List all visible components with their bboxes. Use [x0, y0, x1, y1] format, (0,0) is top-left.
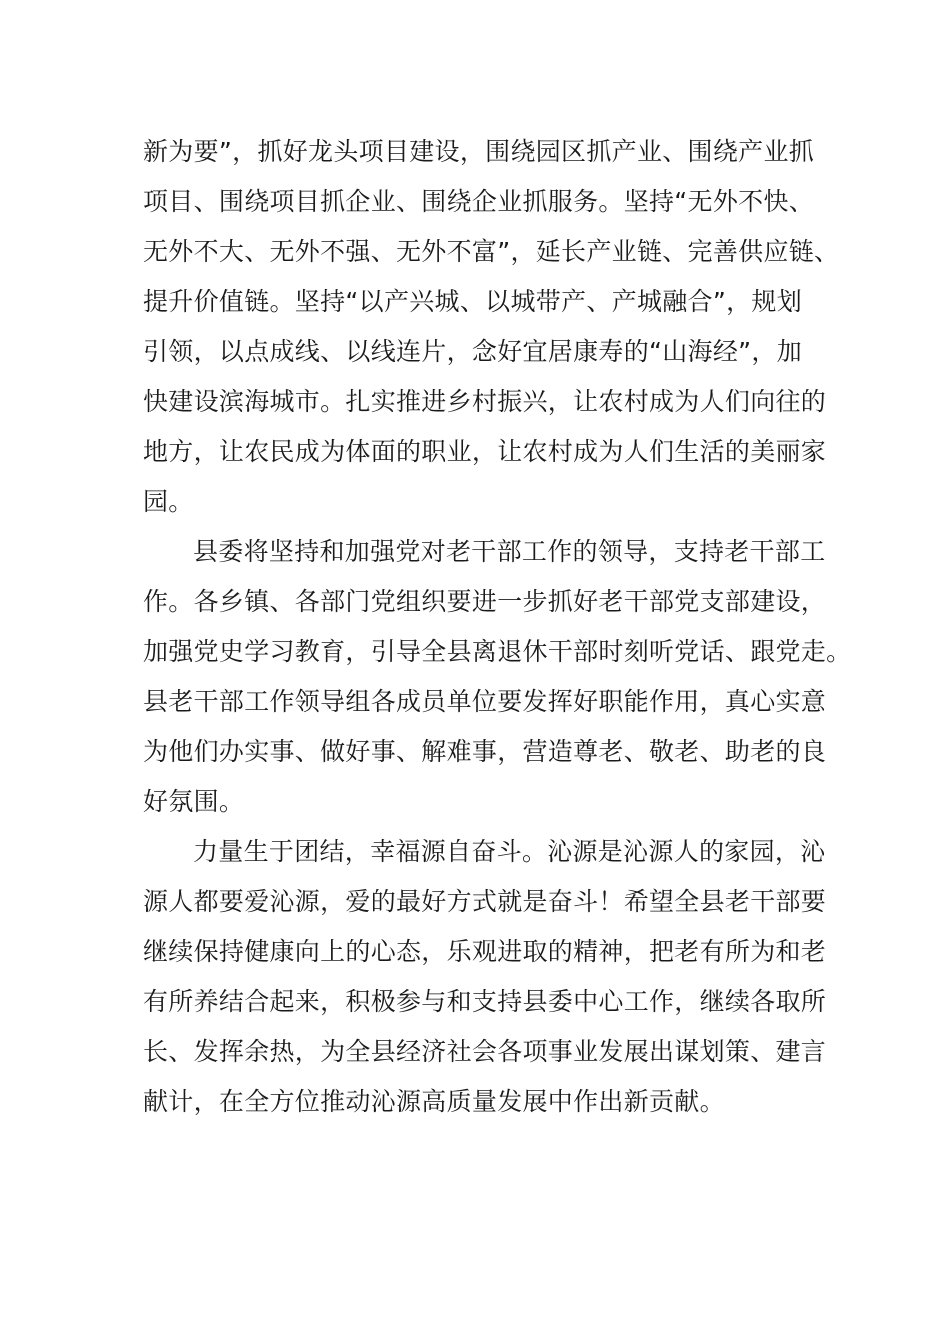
paragraph-line: 园。: [143, 487, 194, 516]
paragraph-line: 继续保持健康向上的心态，乐观进取的精神，把老有所为和老: [143, 937, 827, 966]
paragraph-line: 县老干部工作领导组各成员单位要发挥好职能作用，真心实意: [143, 687, 827, 716]
paragraph-line: 引领，以点成线、以线连片，念好宜居康寿的“山海经”，加: [143, 337, 803, 366]
paragraph-line: 县委将坚持和加强党对老干部工作的领导，支持老干部工: [193, 537, 826, 566]
paragraph-line: 好氛围。: [143, 787, 245, 816]
paragraph-line: 源人都要爱沁源，爱的最好方式就是奋斗！希望全县老干部要: [143, 887, 827, 916]
paragraph-line: 新为要”，抓好龙头项目建设，围绕园区抓产业、围绕产业抓: [143, 137, 815, 166]
paragraph-line: 作。各乡镇、各部门党组织要进一步抓好老干部党支部建设，: [143, 587, 827, 616]
paragraph-1: [143, 127, 840, 527]
paragraph-line: 快建设滨海城市。扎实推进乡村振兴，让农村成为人们向往的: [143, 387, 827, 416]
paragraph-line: 项目、围绕项目抓企业、围绕企业抓服务。坚持“无外不快、: [143, 187, 815, 216]
paragraph-line: 加强党史学习教育，引导全县离退休干部时刻听党话、跟党走。: [143, 637, 852, 666]
paragraph-line: 提升价值链。坚持“以产兴城、以城带产、产城融合”，规划: [143, 287, 803, 316]
paragraph-3: [143, 827, 827, 1127]
paragraph-line: 力量生于团结，幸福源自奋斗。沁源是沁源人的家园，沁: [193, 837, 826, 866]
paragraph-2: [143, 527, 852, 827]
document-body: [143, 127, 852, 1127]
paragraph-line: 长、发挥余热，为全县经济社会各项事业发展出谋划策、建言: [143, 1037, 827, 1066]
paragraph-line: 为他们办实事、做好事、解难事，营造尊老、敬老、助老的良: [143, 737, 827, 766]
paragraph-line: 地方，让农民成为体面的职业，让农村成为人们生活的美丽家: [143, 437, 827, 466]
paragraph-line: 献计，在全方位推动沁源高质量发展中作出新贡献。: [143, 1087, 725, 1116]
paragraph-line: 有所养结合起来，积极参与和支持县委中心工作，继续各取所: [143, 987, 827, 1016]
paragraph-line: 无外不大、无外不强、无外不富”，延长产业链、完善供应链、: [143, 237, 840, 266]
